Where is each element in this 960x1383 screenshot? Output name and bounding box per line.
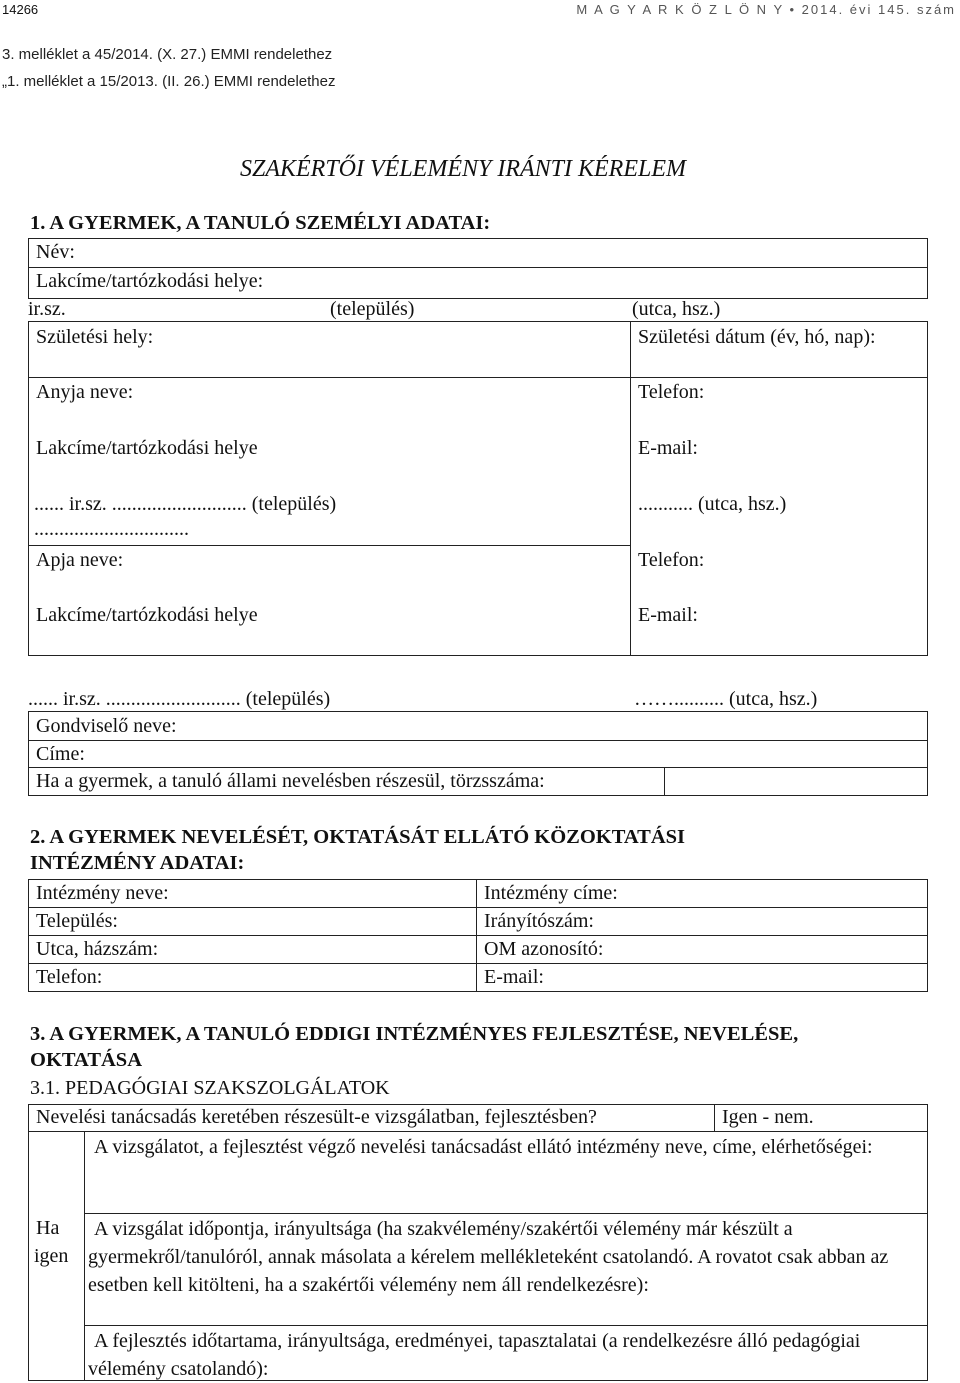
- section-2-heading-1: 2. A GYERMEK NEVELÉSÉT, OKTATÁSÁT ELLÁTÓ KÖZOKTATÁSI: [30, 826, 686, 848]
- utca-hazszam-label: Utca, házszám:: [36, 938, 159, 960]
- allami-neveles-label: Ha a gyermek, a tanuló állami nevelésben részesül, törzsszáma:: [36, 770, 545, 792]
- intezmeny-telefon-label: Telefon:: [36, 966, 103, 988]
- annex-line-2: „1. melléklet a 15/2013. (II. 26.) EMMI rendelethez: [2, 73, 336, 90]
- section-1-heading: 1. A GYERMEK, A TANULÓ SZEMÉLYI ADATAI:: [30, 212, 491, 234]
- ha-igen-label-1: Ha: [36, 1217, 60, 1239]
- anya-email-label: E-mail:: [638, 437, 698, 459]
- szuletesi-hely-label: Születési hely:: [36, 326, 154, 348]
- page-number: 14266: [2, 2, 39, 17]
- annex-line-1: 3. melléklet a 45/2014. (X. 27.) EMMI rendelethez: [2, 46, 333, 63]
- lakcim-label: Lakcíme/tartózkodási helye:: [36, 270, 264, 292]
- apa-telefon-label: Telefon:: [638, 549, 705, 571]
- apa-address-line: ...... ir.sz. ........................... (település): [28, 688, 331, 710]
- paragraph-exam: A vizsgálat időpontja, irányultsága (ha szakvélemény/szakértői vélemény már készült a gyermekről/tanulóról, annak másolata a kérelem mellékleteként csatolandó. A rovatot csak abban az esetben kell kitölteni, ha a szakértői vélemény nem áll rendelkezésre):: [88, 1218, 889, 1296]
- anya-utca-line: ........... (utca, hsz.): [638, 493, 787, 515]
- szuletesi-datum-label: Születési dátum (év, hó, nap):: [638, 326, 876, 348]
- paragraph-institution: A vizsgálatot, a fejlesztést végző nevelési tanácsadást ellátó intézmény neve, címe, elérhetőségei:: [94, 1136, 873, 1158]
- iranyitoszam-label: Irányítószám:: [484, 910, 594, 932]
- telepules-label: (település): [330, 298, 415, 320]
- apa-utca-line: …….......... (utca, hsz.): [634, 688, 818, 710]
- telepules-field-label: Település:: [36, 910, 118, 932]
- utca-label: (utca, hsz.): [632, 298, 721, 320]
- anya-telefon-label: Telefon:: [638, 381, 705, 403]
- document-title: SZAKÉRTŐI VÉLEMÉNY IRÁNTI KÉRELEM: [240, 156, 686, 182]
- cime-label: Címe:: [36, 743, 85, 765]
- anya-lakcim-label: Lakcíme/tartózkodási helye: [36, 437, 258, 459]
- om-azonosito-label: OM azonosító:: [484, 938, 604, 960]
- answer-label: Igen - nem.: [722, 1106, 814, 1128]
- question-label: Nevelési tanácsadás keretében részesült-e vizsgálatban, fejlesztésben?: [36, 1106, 597, 1128]
- intezmeny-email-label: E-mail:: [484, 966, 544, 988]
- intezmeny-neve-label: Intézmény neve:: [36, 882, 169, 904]
- gondviselo-label: Gondviselő neve:: [36, 715, 177, 737]
- section-3-heading-2: OKTATÁSA: [30, 1049, 143, 1071]
- apa-email-label: E-mail:: [638, 604, 698, 626]
- intezmeny-cime-label: Intézmény címe:: [484, 882, 618, 904]
- nev-label: Név:: [36, 241, 75, 263]
- ha-igen-label-2: igen: [34, 1245, 69, 1267]
- irsz-label: ir.sz.: [28, 298, 66, 320]
- publication-header: M A G Y A R K Ö Z L Ö N Y • 2014. évi 145. szám: [576, 2, 956, 17]
- apa-lakcim-label: Lakcíme/tartózkodási helye: [36, 604, 258, 626]
- section-2-heading-2: INTÉZMÉNY ADATAI:: [30, 852, 245, 874]
- paragraph-development: A fejlesztés időtartama, irányultsága, eredményei, tapasztalatai (a rendelkezésre álló pedagógiai vélemény csatolandó):: [88, 1330, 861, 1380]
- apja-neve-label: Apja neve:: [36, 549, 124, 571]
- anya-address-dots: ...............................: [34, 518, 189, 540]
- section-3-1-heading: 3.1. PEDAGÓGIAI SZAKSZOLGÁLATOK: [30, 1077, 390, 1099]
- section-3-heading-1: 3. A GYERMEK, A TANULÓ EDDIGI INTÉZMÉNYES FEJLESZTÉSE, NEVELÉSE,: [30, 1023, 799, 1045]
- anya-address-line: ...... ir.sz. ........................... (település): [34, 493, 337, 515]
- anyja-neve-label: Anyja neve:: [36, 381, 134, 403]
